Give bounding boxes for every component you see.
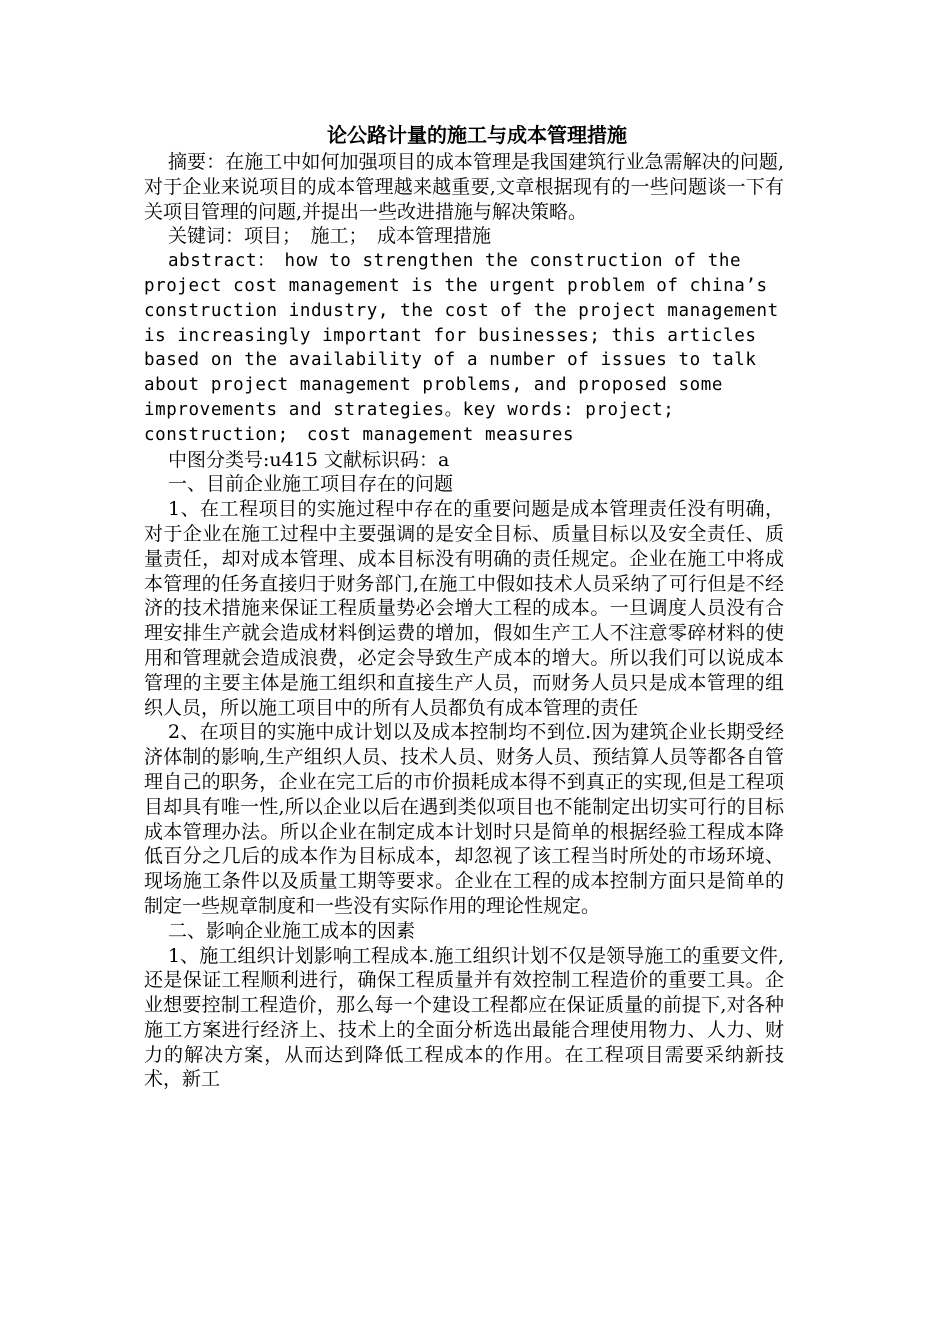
document-page: [144, 120, 784, 1092]
document-title: 论公路计量的施工与成本管理措施: [327, 123, 627, 147]
section-1-heading: 一、目前企业施工项目存在的问题: [168, 473, 454, 496]
abstract-chinese: 摘要：在施工中如何加强项目的成本管理是我国建筑行业急需解决的问题,对于企业来说项目的成本管理越来越重要,文章根据现有的一些问题谈一下有关项目管理的问题,并提出一些改进措施与解决策略。: [144, 151, 784, 223]
abstract-english: abstract： how to strengthen the construction of the project cost management is the urgent problem of china’s construction industry, the cost of the project management is increasingly important for businesses; this articles based on the availability of a number of issues to talk about project management problems, and proposed some improvements and strategies。key words: project; construction; cost management measures: [144, 251, 779, 445]
section-1-paragraph-2: 2、在项目的实施中成计划以及成本控制均不到位.因为建筑企业长期受经济体制的影响,生产组织人员、技术人员、财务人员、预结算人员等都各自管理自己的职务，企业在完工后的市价损耗成本得不到真正的实现,但是工程项目却具有唯一性,所以企业以后在遇到类似项目也不能制定出切实可行的目标成本管理办法。所以企业在制定成本计划时只是简单的根据经验工程成本降低百分之几后的成本作为目标成本，却忽视了该工程当时所处的市场环境、现场施工条件以及质量工期等要求。企业在工程的成本控制方面只是简单的制定一些规章制度和一些没有实际作用的理论性规定。: [144, 721, 784, 917]
keywords-chinese: 关键词：项目； 施工； 成本管理措施: [168, 225, 492, 248]
section-2-heading: 二、影响企业施工成本的因素: [168, 919, 416, 942]
section-2-paragraph-1: 1、施工组织计划影响工程成本.施工组织计划不仅是领导施工的重要文件,还是保证工程顺利进行，确保工程质量并有效控制工程造价的重要工具。企业想要控制工程造价，那么每一个建设工程都应在保证质量的前提下,对各种施工方案进行经济上、技术上的全面分析选出最能合理使用物力、人力、财力的解决方案，从而达到降低工程成本的作用。在工程项目需要采纳新技术，新工: [144, 944, 784, 1091]
section-1-paragraph-1: 1、在工程项目的实施过程中存在的重要问题是成本管理责任没有明确，对于企业在施工过程中主要强调的是安全目标、质量目标以及安全责任、质量责任，却对成本管理、成本目标没有明确的责任规定。企业在施工中将成本管理的任务直接归于财务部门,在施工中假如技术人员采纳了可行但是不经济的技术措施来保证工程质量势必会增大工程的成本。一旦调度人员没有合理安排生产就会造成材料倒运费的增加，假如生产工人不注意零碎材料的使用和管理就会造成浪费，必定会导致生产成本的增大。所以我们可以说成本管理的主要主体是施工组织和直接生产人员，而财务人员只是成本管理的组织人员，所以施工项目中的所有人员都负有成本管理的责任: [144, 498, 784, 719]
classification-line: 中图分类号:u415 文献标识码：a: [168, 448, 450, 471]
